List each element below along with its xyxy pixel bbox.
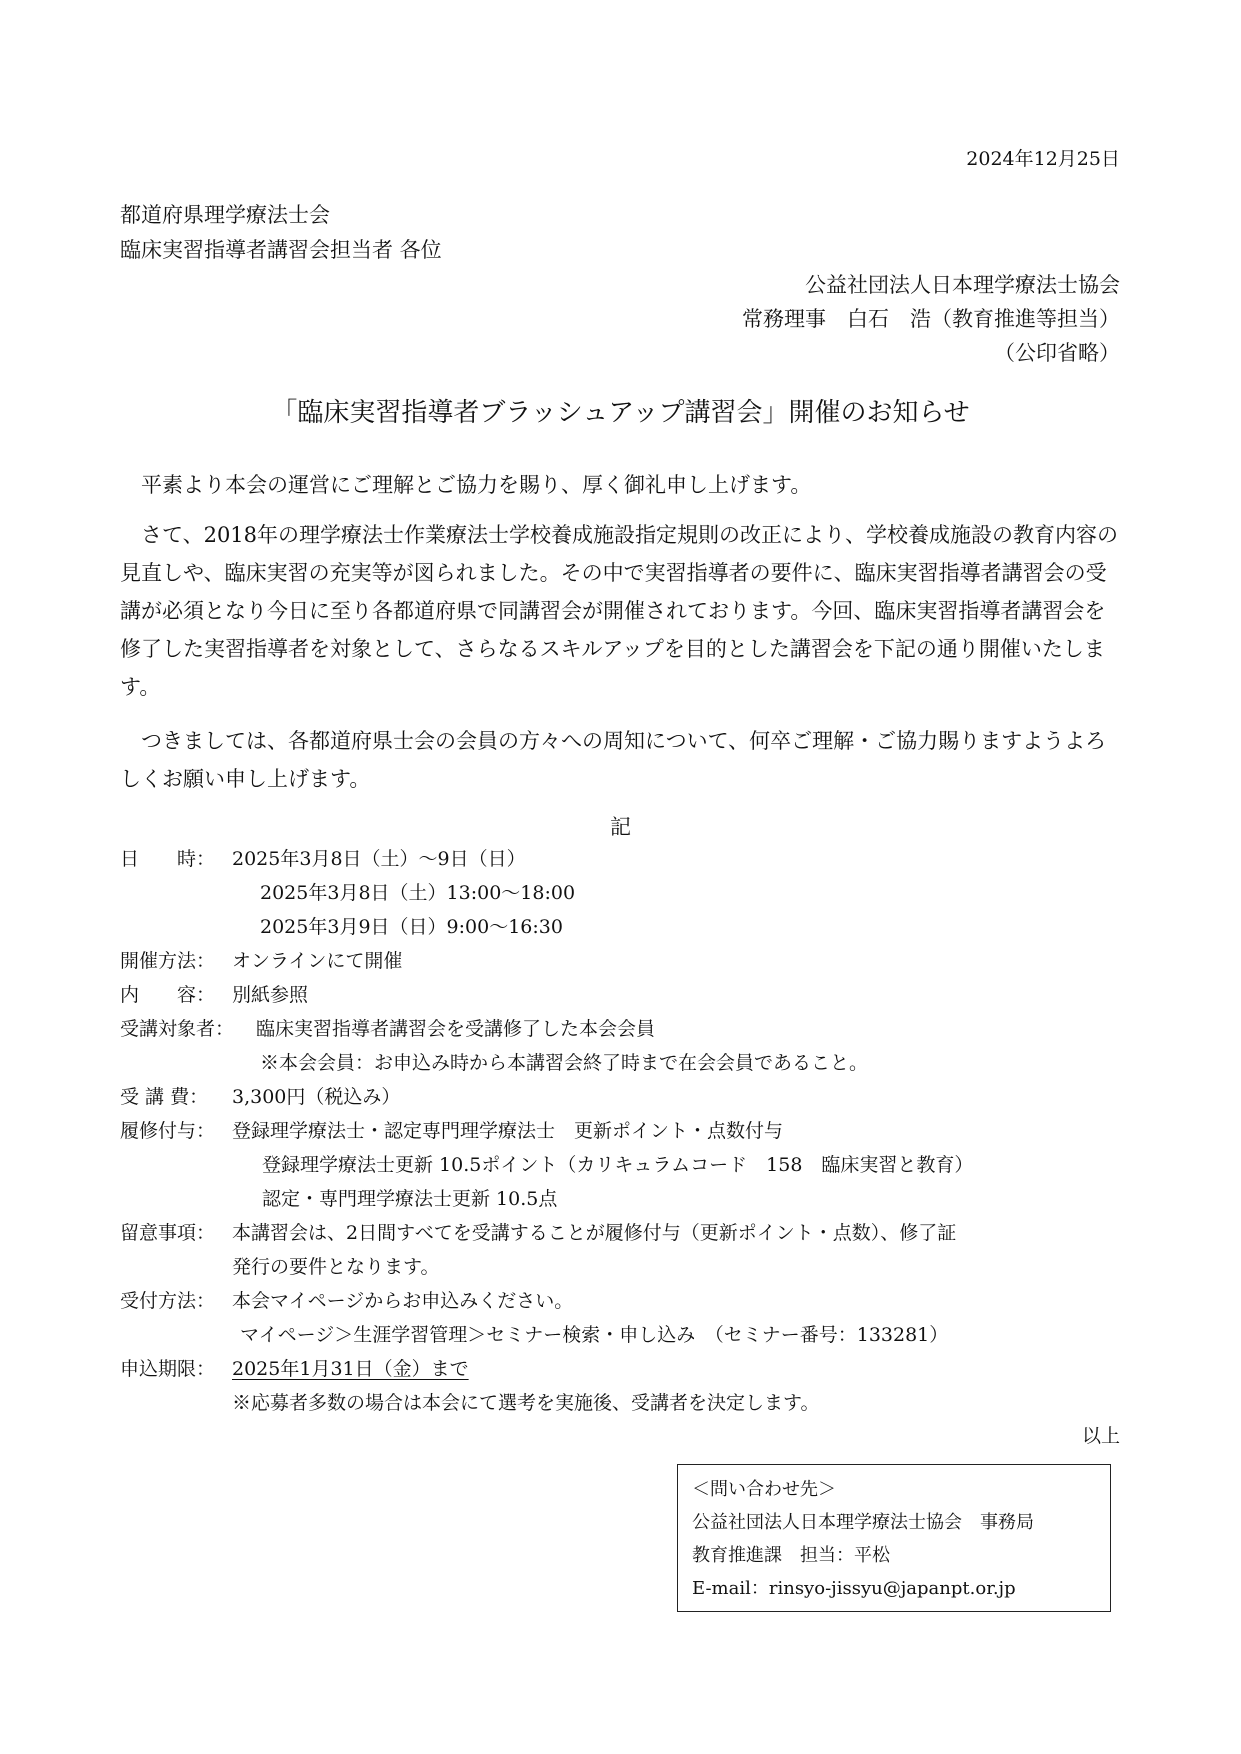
contact-heading: ＜問い合わせ先＞ bbox=[692, 1479, 836, 1500]
detail-content bbox=[120, 979, 308, 1012]
credit-line-1: 登録理学療法士更新 10.5ポイント（カリキュラムコード 158 臨床実習と教育） bbox=[262, 1154, 974, 1176]
credit-line-2: 認定・専門理学療法士更新 10.5点 bbox=[262, 1188, 558, 1210]
detail-datetime bbox=[120, 843, 526, 876]
sender-person: 常務理事 白石 浩（教育推進等担当） bbox=[742, 307, 1120, 331]
datetime-label: 日 時： bbox=[120, 848, 216, 870]
seal-omitted-note: （公印省略） bbox=[994, 341, 1120, 365]
recipient-line-1: 都道府県理学療法士会 bbox=[120, 203, 330, 227]
apply-line-1: 本会マイページからお申込みください。 bbox=[232, 1290, 574, 1312]
notice-label: 留意事項： bbox=[120, 1222, 216, 1244]
detail-credit bbox=[120, 1115, 783, 1148]
contact-dept: 教育推進課 担当：平松 bbox=[692, 1545, 890, 1566]
deadline-value: 2025年1月31日（金）まで bbox=[232, 1358, 469, 1380]
detail-target bbox=[120, 1013, 655, 1046]
paragraph-main: さて、2018年の理学療法士作業療法士学校養成施設指定規則の改正により、学校養成施設の教育内容の見直しや、臨床実習の充実等が図られました。その中で実習指導者の要件に、臨床実習指導者講習会の受講が必須となり今日に至り各都道府県で同講習会が開催されております。今回、臨床実習指導者講習会を修了した実習指導者を対象として、さらなるスキルアップを目的とした講習会を下記の通り開催いたします。 bbox=[120, 523, 1119, 699]
target-note: ※本会会員：お申込み時から本講習会終了時まで在会会員であること。 bbox=[260, 1052, 869, 1074]
contact-email[interactable]: E-mail：rinsyo-jissyu@japanpt.or.jp bbox=[692, 1578, 1016, 1599]
target-value: 臨床実習指導者講習会を受講修了した本会会員 bbox=[256, 1018, 656, 1040]
method-value: オンラインにて開催 bbox=[232, 950, 403, 972]
paragraph-greeting: 平素より本会の運営にご理解とご協力を賜り、厚く御礼申し上げます。 bbox=[141, 473, 812, 497]
detail-fee bbox=[120, 1081, 400, 1114]
detail-notice bbox=[120, 1217, 956, 1250]
document-title: 「臨床実習指導者ブラッシュアップ講習会」開催のお知らせ bbox=[271, 398, 970, 428]
apply-line-2: マイページ＞生涯学習管理＞セミナー検索・申し込み （セミナー番号：133281） bbox=[240, 1324, 949, 1346]
recipient-line-2: 臨床実習指導者講習会担当者 各位 bbox=[120, 238, 442, 262]
target-label: 受講対象者： bbox=[120, 1018, 235, 1040]
notice-line-2: 発行の要件となります。 bbox=[232, 1256, 440, 1278]
ki-heading: 記 bbox=[610, 815, 631, 839]
datetime-value: 2025年3月8日（土）～9日（日） bbox=[232, 848, 526, 870]
method-label: 開催方法： bbox=[120, 950, 216, 972]
apply-label: 受付方法： bbox=[120, 1290, 216, 1312]
sender-org: 公益社団法人日本理学療法士協会 bbox=[805, 273, 1120, 297]
credit-label: 履修付与： bbox=[120, 1120, 216, 1142]
datetime-day1: 2025年3月8日（土）13:00～18:00 bbox=[260, 882, 576, 904]
detail-apply bbox=[120, 1285, 573, 1318]
fee-value: 3,300円（税込み） bbox=[232, 1086, 401, 1108]
ijou-closing: 以上 bbox=[1081, 1425, 1120, 1447]
deadline-note: ※応募者多数の場合は本会にて選考を実施後、受講者を決定します。 bbox=[232, 1392, 820, 1414]
fee-label: 受 講 費： bbox=[120, 1086, 209, 1108]
contact-org: 公益社団法人日本理学療法士協会 事務局 bbox=[692, 1512, 1034, 1533]
content-label: 内 容： bbox=[120, 984, 216, 1006]
detail-deadline bbox=[120, 1353, 469, 1386]
paragraph-request: つきましては、各都道府県士会の会員の方々への周知について、何卒ご理解・ご協力賜りますようよろしくお願い申し上げます。 bbox=[120, 729, 1107, 791]
document-date: 2024年12月25日 bbox=[966, 148, 1120, 170]
datetime-day2: 2025年3月9日（日）9:00～16:30 bbox=[260, 916, 563, 938]
contact-box bbox=[677, 1464, 1111, 1612]
detail-method bbox=[120, 945, 402, 978]
notice-line-1: 本講習会は、2日間すべてを受講することが履修付与（更新ポイント・点数）、修了証 bbox=[232, 1222, 957, 1244]
credit-value: 登録理学療法士・認定専門理学療法士 更新ポイント・点数付与 bbox=[232, 1120, 784, 1142]
content-value: 別紙参照 bbox=[232, 984, 309, 1006]
deadline-label: 申込期限： bbox=[120, 1358, 216, 1380]
